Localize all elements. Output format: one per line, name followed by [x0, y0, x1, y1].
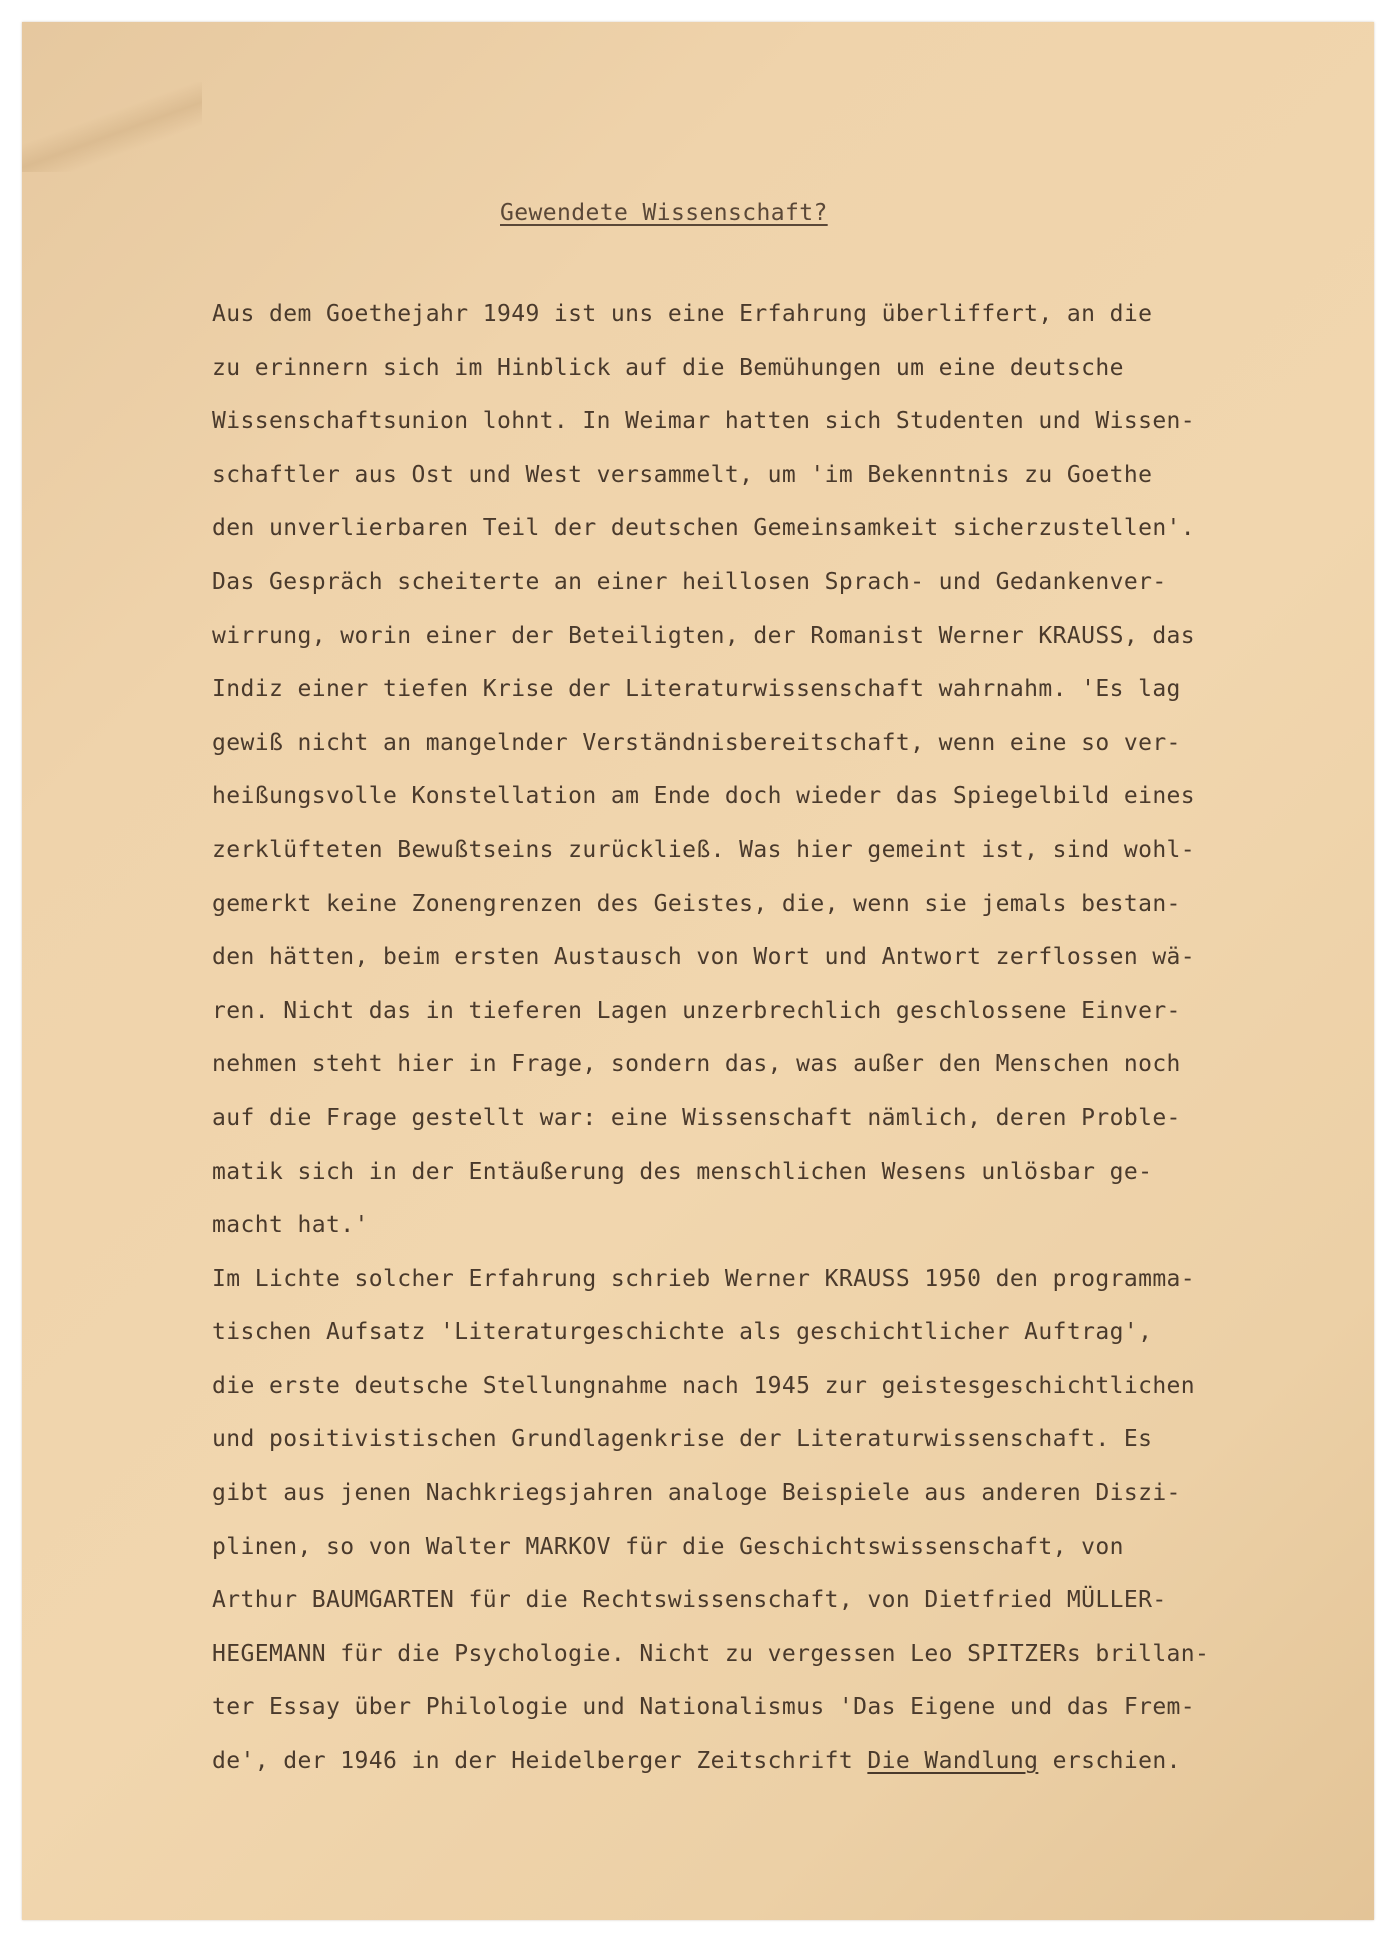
text-line: Im Lichte solcher Erfahrung schrieb Werner KRAUSS 1950 den programma-: [212, 1265, 1196, 1292]
text-line: zerklüfteten Bewußtseins zurückließ. Was hier gemeint ist, sind wohl-: [212, 836, 1196, 863]
document-body: [212, 288, 1362, 1789]
text-line: heißungsvolle Konstellation am Ende doch wieder das Spiegelbild eines: [212, 783, 1196, 810]
text-line: HEGEMANN für die Psychologie. Nicht zu vergessen Leo SPITZERs brillan-: [212, 1640, 1210, 1667]
text-line: den hätten, beim ersten Austausch von Wort und Antwort zerflossen wä-: [212, 944, 1196, 971]
text-line: macht hat.': [212, 1212, 369, 1239]
text-line: matik sich in der Entäußerung des menschlichen Wesens unlösbar ge-: [212, 1158, 1153, 1185]
text-line: ter Essay über Philologie und Nationalismus 'Das Eigene und das Frem-: [212, 1694, 1196, 1721]
text-line: Aus dem Goethejahr 1949 ist uns eine Erfahrung überliffert, an die: [212, 301, 1153, 327]
text-line-segment: erschien.: [1038, 1748, 1181, 1775]
text-line: tischen Aufsatz 'Literaturgeschichte als geschichtlicher Auftrag',: [212, 1319, 1153, 1346]
text-line: Wissenschaftsunion lohnt. In Weimar hatten sich Studenten und Wissen-: [212, 408, 1196, 435]
text-line: gewiß nicht an mangelnder Verständnisbereitschaft, wenn eine so ver-: [212, 729, 1181, 756]
text-line: nehmen steht hier in Frage, sondern das, was außer den Menschen noch: [212, 1051, 1181, 1078]
text-line-segment: de', der 1946 in der Heidelberger Zeitschrift: [212, 1748, 868, 1775]
text-line: Arthur BAUMGARTEN für die Rechtswissenschaft, von Dietfried MÜLLER-: [212, 1587, 1167, 1614]
underlined-publication-title: Die Wandlung: [867, 1748, 1039, 1775]
text-line-last: [212, 1735, 1362, 1789]
text-line: gibt aus jenen Nachkriegsjahren analoge Beispiele aus anderen Diszi-: [212, 1480, 1181, 1507]
paper-sheet: [22, 22, 1374, 1920]
text-line: ren. Nicht das in tieferen Lagen unzerbrechlich geschlossene Einver-: [212, 997, 1181, 1024]
text-line: die erste deutsche Stellungnahme nach 1945 zur geistesgeschichtlichen: [212, 1372, 1196, 1399]
text-line: wirrung, worin einer der Beteiligten, der Romanist Werner KRAUSS, das: [212, 622, 1196, 649]
text-line: Das Gespräch scheiterte an einer heillosen Sprach- und Gedankenver-: [212, 568, 1167, 595]
text-line: plinen, so von Walter MARKOV für die Geschichtswissenschaft, von: [212, 1533, 1124, 1560]
text-line: auf die Frage gestellt war: eine Wissenschaft nämlich, deren Proble-: [212, 1104, 1181, 1131]
text-line: zu erinnern sich im Hinblick auf die Bemühungen um eine deutsche: [212, 354, 1124, 381]
text-line: schaftler aus Ost und West versammelt, um 'im Bekenntnis zu Goethe: [212, 461, 1153, 488]
text-line: und positivistischen Grundlagenkrise der Literaturwissenschaft. Es: [212, 1426, 1153, 1453]
document-title: Gewendete Wissenschaft?: [500, 200, 828, 226]
paper-fold-crease: [22, 82, 202, 172]
text-line: gemerkt keine Zonengrenzen des Geistes, die, wenn sie jemals bestan-: [212, 890, 1181, 917]
text-line: Indiz einer tiefen Krise der Literaturwissenschaft wahrnahm. 'Es lag: [212, 676, 1181, 703]
text-line: den unverlierbaren Teil der deutschen Gemeinsamkeit sicherzustellen'.: [212, 515, 1196, 542]
